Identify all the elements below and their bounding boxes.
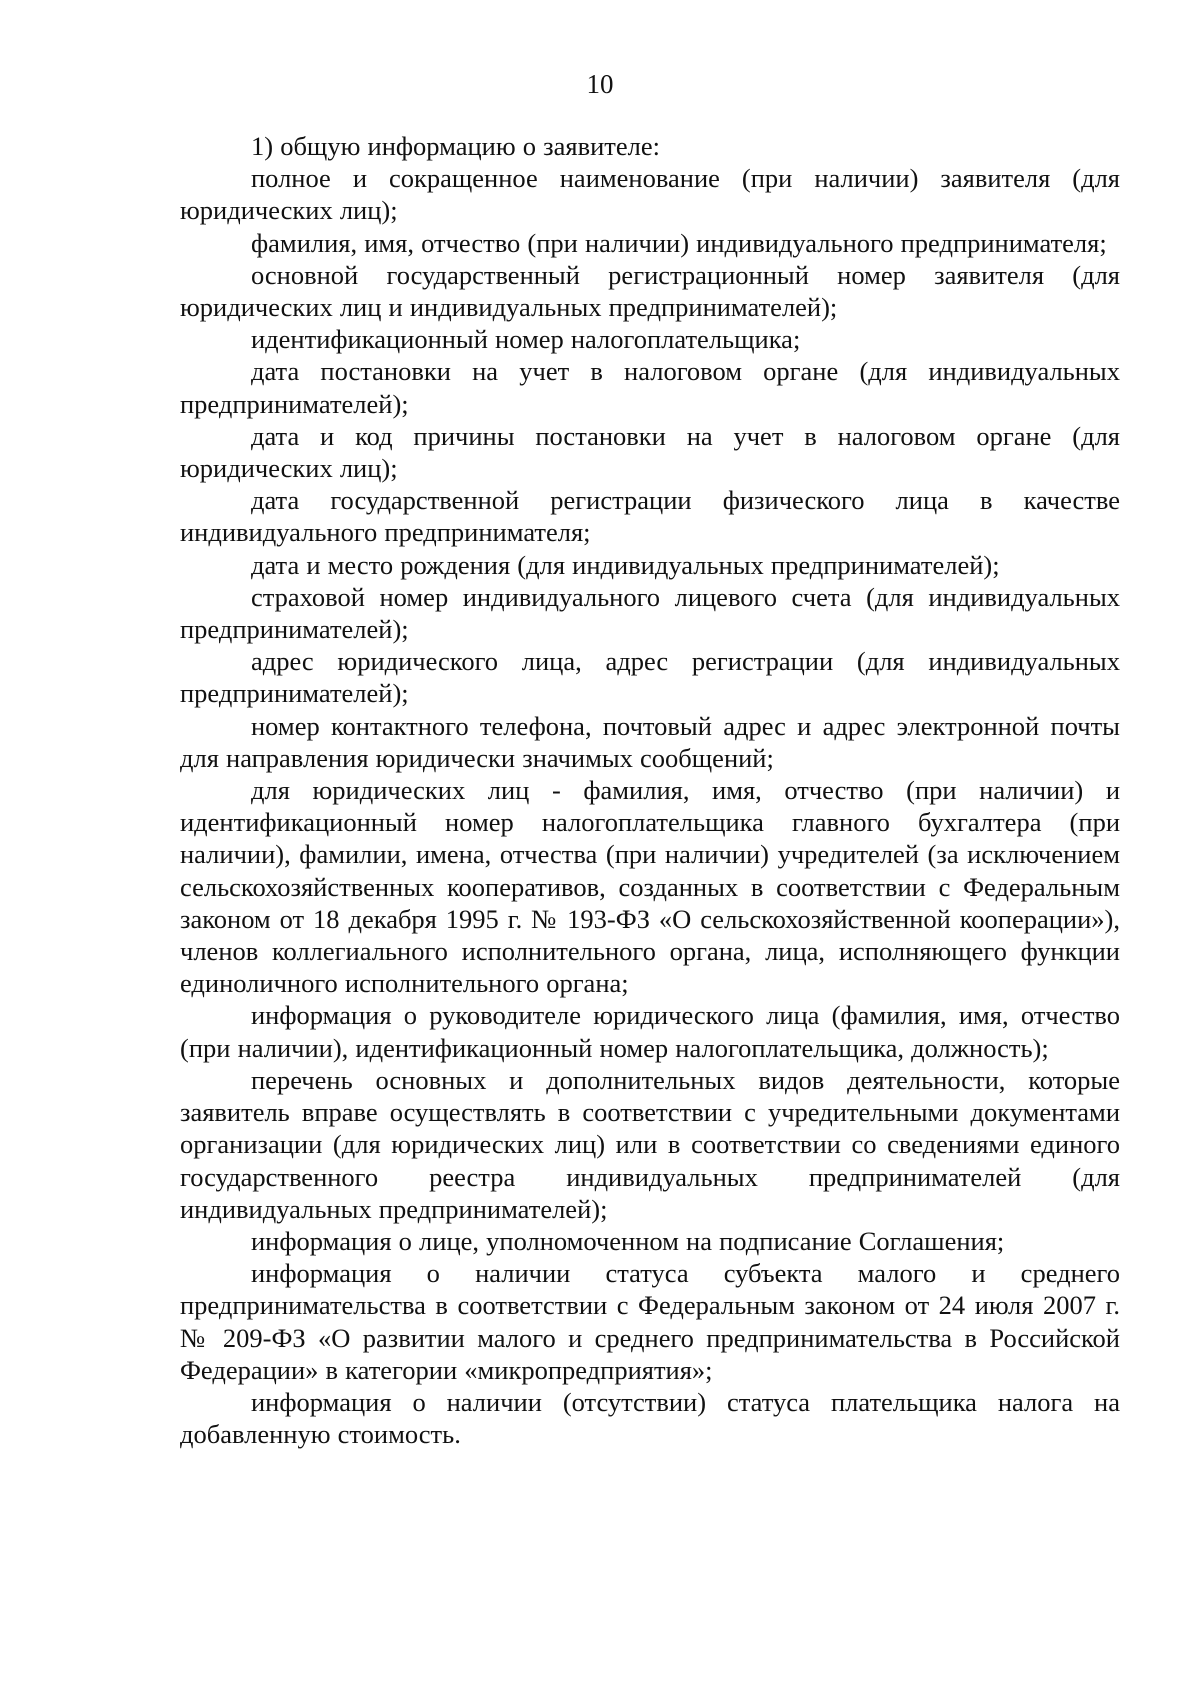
paragraph-8: дата государственной регистрации физического лица в качестве индивидуального предпринимателя; (180, 485, 1120, 548)
document-body (180, 130, 1120, 1450)
paragraph-17: информация о наличии статуса субъекта малого и среднего предпринимательства в соответствии с Федеральным законом от 24 июля 2007 г. № 209-ФЗ «О развитии малого и среднего предпринимательства в Российской Федерации» в категории «микропредприятия»; (180, 1258, 1120, 1385)
paragraph-13: для юридических лиц - фамилия, имя, отчество (при наличии) и идентификационный номер налогоплательщика главного бухгалтера (при наличии), фамилии, имена, отчества (при наличии) учредителей (за исключением сельскохозяйственных кооперативов, созданных в соответствии с Федеральным законом от 18 декабря 1995 г. № 193-ФЗ «О сельскохозяйственной кооперации»), членов коллегиального исполнительного органа, лица, исполняющего функции единоличного исполнительного органа; (180, 775, 1120, 999)
paragraph-16: информация о лице, уполномоченном на подписание Соглашения; (251, 1225, 1005, 1256)
paragraph-14: информация о руководителе юридического лица (фамилия, имя, отчество (при наличии), идентификационный номер налогоплательщика, должность); (180, 1000, 1120, 1063)
paragraph-5: идентификационный номер налогоплательщика; (251, 324, 801, 355)
paragraph-6: дата постановки на учет в налоговом органе (для индивидуальных предпринимателей); (180, 356, 1120, 419)
paragraph-9: дата и место рождения (для индивидуальных предпринимателей); (251, 549, 1000, 580)
paragraph-7: дата и код причины постановки на учет в налоговом органе (для юридических лиц); (180, 420, 1120, 484)
paragraph-11: адрес юридического лица, адрес регистрации (для индивидуальных предпринимателей); (180, 646, 1120, 709)
paragraph-2: полное и сокращенное наименование (при наличии) заявителя (для юридических лиц); (180, 163, 1120, 226)
paragraph-12: номер контактного телефона, почтовый адрес и адрес электронной почты для направления юридически значимых сообщений; (180, 710, 1120, 773)
paragraph-18: информация о наличии (отсутствии) статуса плательщика налога на добавленную стоимость. (180, 1386, 1120, 1450)
paragraph-3: фамилия, имя, отчество (при наличии) индивидуального предпринимателя; (251, 227, 1107, 258)
paragraph-10: страховой номер индивидуального лицевого счета (для индивидуальных предпринимателей); (180, 581, 1120, 645)
page-number: 10 (586, 69, 614, 99)
paragraph-4: основной государственный регистрационный номер заявителя (для юридических лиц и индивидуальных предпринимателей); (180, 259, 1120, 323)
paragraph-1: 1) общую информацию о заявителе: (251, 131, 660, 161)
paragraph-15: перечень основных и дополнительных видов деятельности, которые заявитель вправе осуществлять в соответствии с учредительными документами организации (для юридических лиц) или в соответствии со сведениями единого государственного реестра индивидуальных предпринимателей (для индивидуальных предпринимателей); (180, 1064, 1120, 1224)
